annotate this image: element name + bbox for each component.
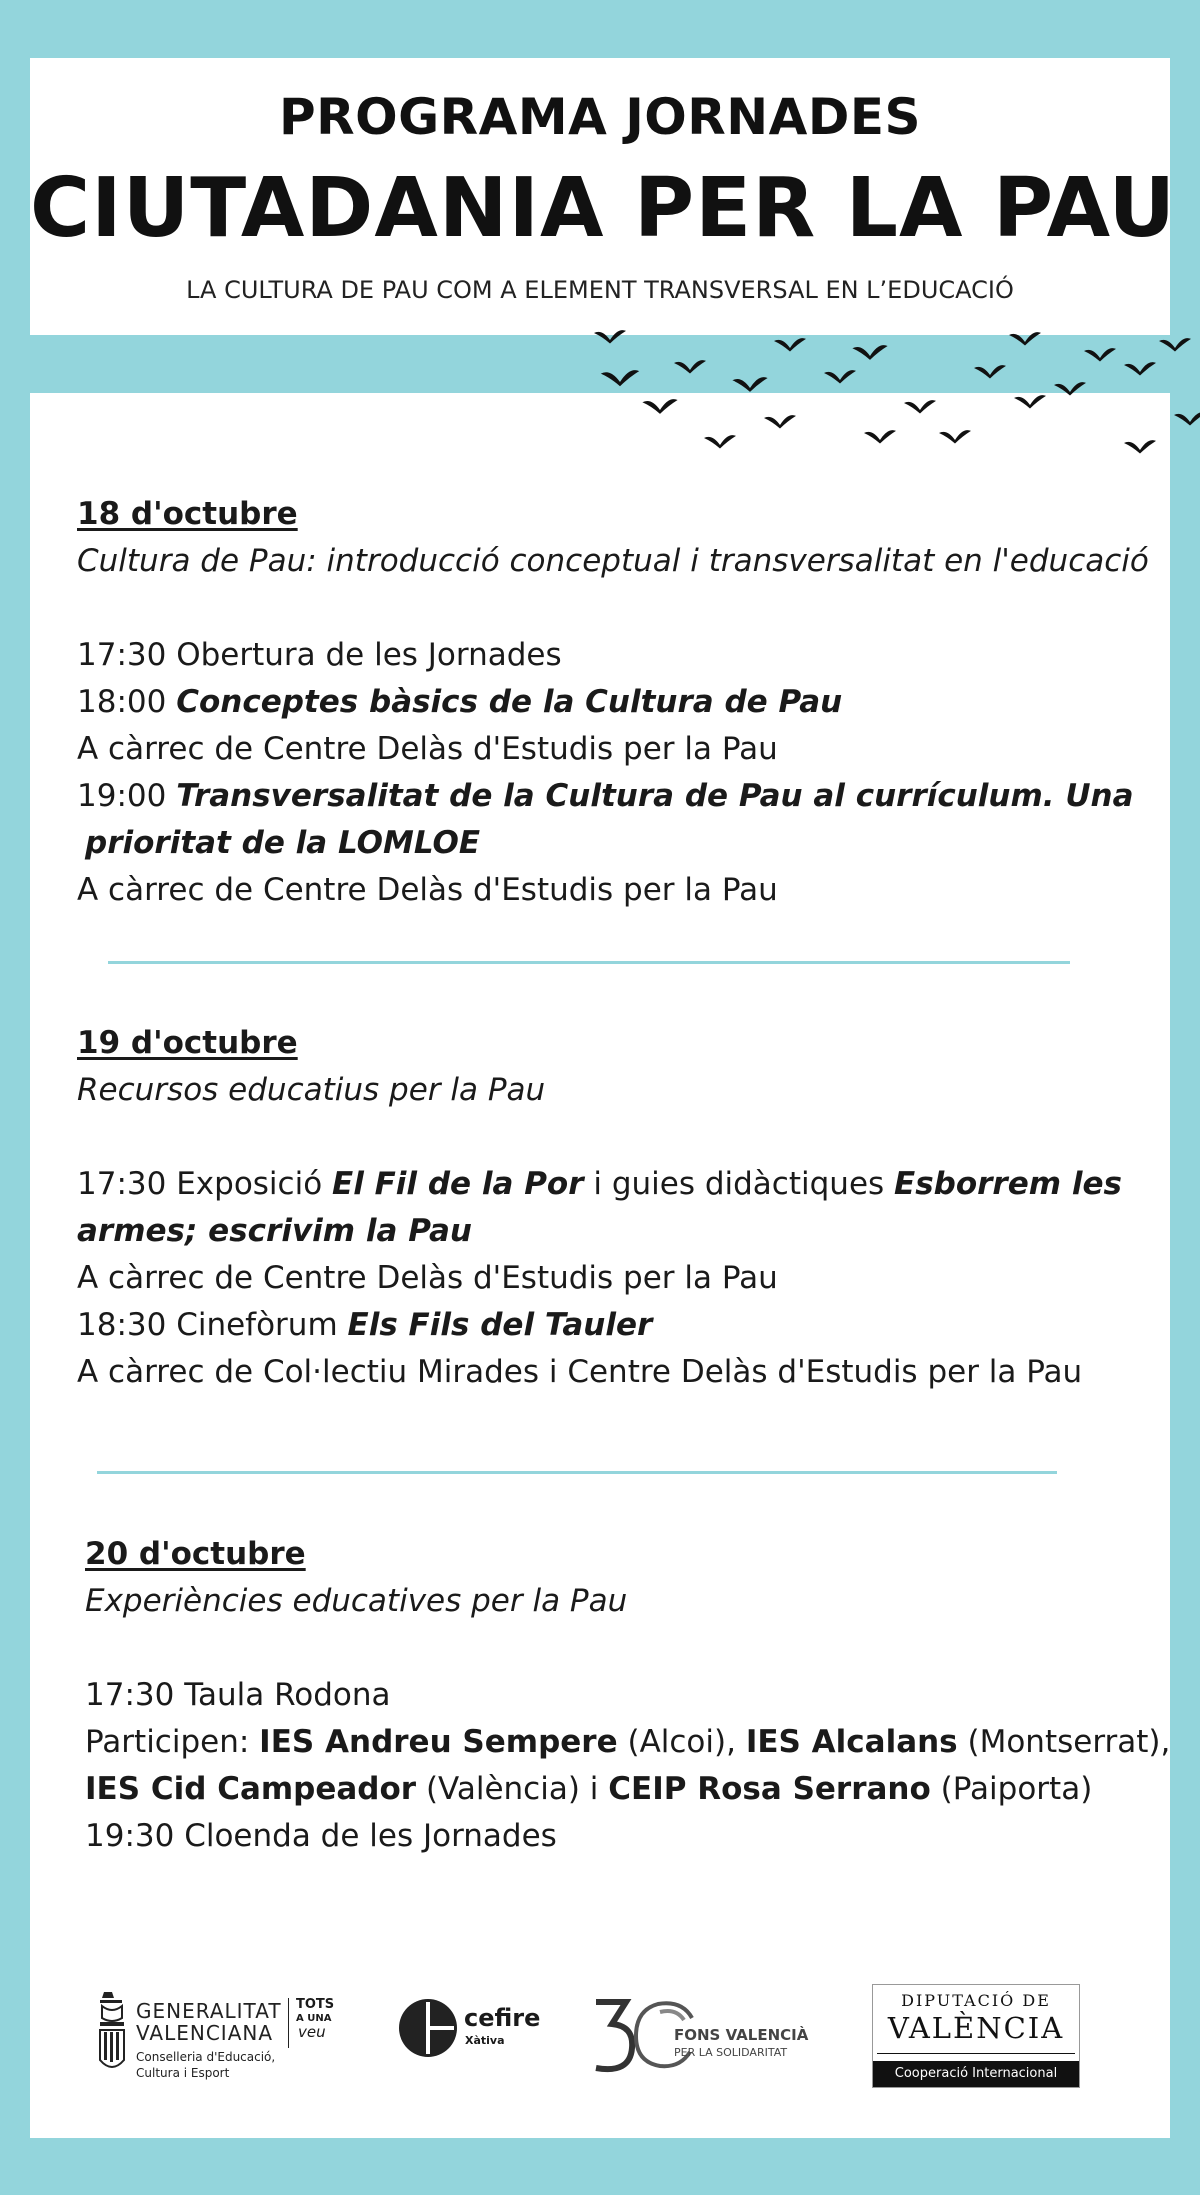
bird-icon [642, 399, 677, 414]
bird-icon [1009, 332, 1041, 345]
item-title: Esborrem les [894, 1166, 1122, 1202]
subtitle: LA CULTURA DE PAU COM A ELEMENT TRANSVERSAL EN L’EDUCACIÓ [186, 276, 1014, 304]
program-item [77, 1161, 1137, 1208]
item-time: 17:30 [77, 637, 167, 673]
gva-sub1: Conselleria d'Educació, [136, 2050, 276, 2064]
item-text: Taula Rodona [184, 1677, 391, 1713]
pre-title: PROGRAMA JORNADES [278, 88, 922, 146]
bird-icon [1174, 412, 1200, 425]
item-time: 18:00 [77, 684, 167, 720]
logo-strip [30, 1978, 1170, 2118]
school-town: (Alcoi), [627, 1724, 736, 1760]
bird-icon [1124, 440, 1156, 453]
diputacio-logo [872, 1984, 1080, 2088]
item-time: 19:30 [85, 1818, 175, 1854]
day-date: 18 d'octubre [77, 496, 298, 532]
item-time: 17:30 [85, 1677, 175, 1713]
program-item [85, 1813, 1145, 1860]
item-title: Els Fils del Tauler [347, 1307, 653, 1343]
bird-icon [904, 400, 936, 413]
day-date: 20 d'octubre [85, 1536, 306, 1572]
gva-emblem-icon [94, 1988, 130, 2083]
item-prefix: Cinefòrum [176, 1307, 338, 1343]
participants-line [85, 1719, 1171, 1766]
fons-line1: FONS VALENCIÀ [674, 2026, 809, 2044]
item-speaker: A càrrec de Centre Delàs d'Estudis per la Pau [77, 1260, 778, 1296]
bird-icon [764, 415, 796, 428]
item-text: Obertura de les Jornades [176, 637, 562, 673]
item-mid: i guies didàctiques [593, 1166, 885, 1202]
cefire-mark-icon [398, 1998, 458, 2058]
item-time: 19:00 [77, 778, 167, 814]
section-divider [97, 1471, 1057, 1474]
tots-line3: veu [298, 2023, 326, 2041]
item-speaker: A càrrec de Centre Delàs d'Estudis per la Pau [77, 731, 778, 767]
day-section-18 [77, 491, 1149, 914]
fons-line2: PER LA SOLIDARITAT [674, 2046, 788, 2059]
day-section-19 [77, 1020, 1137, 1396]
program-item [77, 773, 1137, 820]
school-name: IES Cid Campeador [85, 1771, 417, 1807]
header-panel [30, 58, 1177, 335]
bird-icon [774, 338, 806, 351]
item-prefix: Exposició [176, 1166, 323, 1202]
bird-icon [824, 370, 856, 383]
item-title-cont: armes; escrivim la Pau [77, 1213, 472, 1249]
program-item [85, 1672, 1145, 1719]
tots-line1: TOTS [296, 1997, 335, 2012]
cefire-place: Xàtiva [465, 2034, 505, 2047]
item-title: El Fil de la Por [332, 1166, 584, 1202]
gva-sub2: Cultura i Esport [136, 2066, 230, 2080]
bird-icon [1159, 338, 1191, 351]
gva-line1: GENERALITAT [136, 1999, 282, 2023]
item-speaker: A càrrec de Centre Delàs d'Estudis per la Pau [77, 872, 778, 908]
program-item [77, 1302, 1137, 1349]
cefire-name: cefire [464, 2004, 541, 2032]
bird-icon [1084, 348, 1116, 361]
bird-icon [674, 360, 706, 373]
diputacio-line3: Cooperació Internacional [873, 2061, 1079, 2087]
item-time: 18:30 [77, 1307, 167, 1343]
day-date: 19 d'octubre [77, 1025, 298, 1061]
bird-icon [852, 345, 887, 360]
tots-line2: A UNA [296, 2013, 332, 2024]
page-title: CIUTADANIA PER LA PAU [30, 161, 1177, 256]
joiner: i [589, 1771, 599, 1807]
school-town: (Paiporta) [940, 1771, 1093, 1807]
fons-logo [588, 1990, 828, 2090]
day-theme: Cultura de Pau: introducció conceptual i transversalitat en l'educació [77, 543, 1149, 579]
day-theme: Recursos educatius per la Pau [77, 1072, 546, 1108]
bird-icon [864, 430, 896, 443]
bird-icon [594, 330, 626, 343]
section-divider [108, 961, 1070, 964]
diputacio-line1: DIPUTACIÓ DE [901, 1991, 1051, 2010]
bird-icon [704, 435, 736, 448]
item-text: Cloenda de les Jornades [184, 1818, 557, 1854]
school-name: IES Alcalans [745, 1724, 958, 1760]
item-title: Transversalitat de la Cultura de Pau al currículum. Una [176, 778, 1134, 814]
item-time: 17:30 [77, 1166, 167, 1202]
school-town: (València) [425, 1771, 580, 1807]
item-title: Conceptes bàsics de la Cultura de Pau [176, 684, 843, 720]
birds-flock-icon [580, 330, 1200, 510]
item-title-cont: prioritat de la LOMLOE [85, 825, 481, 861]
bird-icon [974, 365, 1006, 378]
school-name: CEIP Rosa Serrano [608, 1771, 931, 1807]
day-section-20 [85, 1531, 1171, 1860]
bird-icon [1124, 362, 1156, 375]
gva-line2: VALENCIANA [136, 2021, 274, 2045]
bird-icon [939, 430, 971, 443]
bird-icon [1054, 382, 1086, 395]
bird-icon [601, 370, 639, 386]
participants-label: Participen: [85, 1724, 250, 1760]
program-panel [30, 393, 1170, 2138]
school-name: IES Andreu Sempere [259, 1724, 618, 1760]
day-theme: Experiències educatives per la Pau [85, 1583, 628, 1619]
school-town: (Montserrat), [967, 1724, 1171, 1760]
program-item [77, 679, 1137, 726]
bird-icon [1014, 395, 1046, 408]
cefire-logo [398, 1998, 558, 2068]
program-item [77, 632, 1137, 679]
bird-icon [732, 377, 767, 392]
gva-logo [94, 1988, 394, 2098]
participants-line [85, 1766, 1145, 1813]
item-speaker: A càrrec de Col·lectiu Mirades i Centre Delàs d'Estudis per la Pau [77, 1354, 1083, 1390]
diputacio-line2: VALÈNCIA [887, 2011, 1065, 2045]
